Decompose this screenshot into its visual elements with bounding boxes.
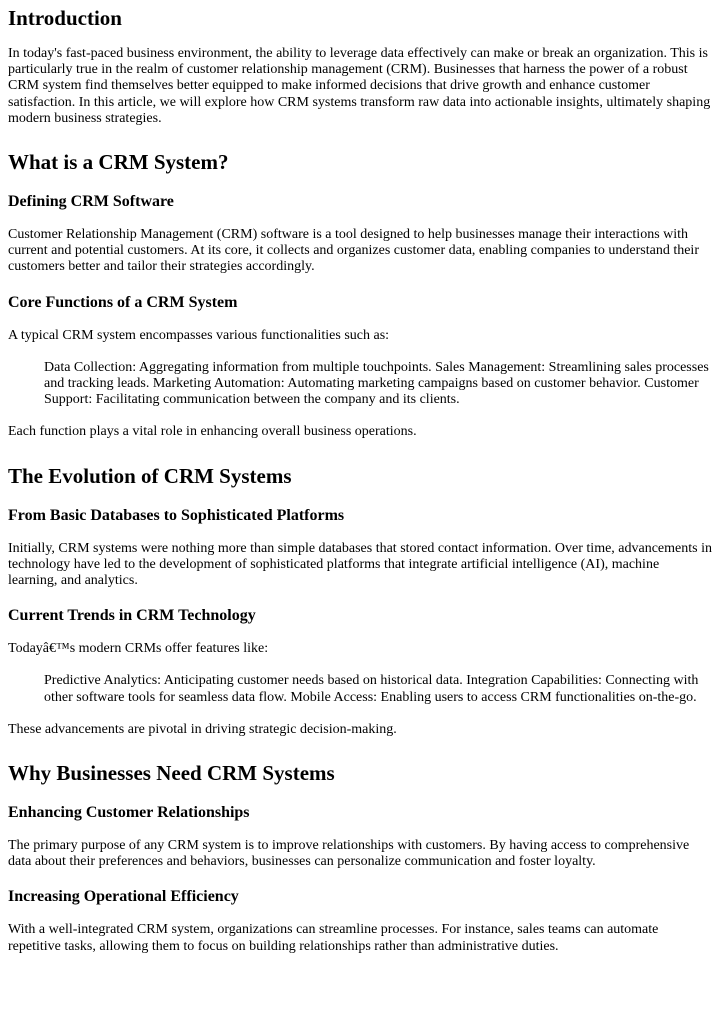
paragraph-basic-databases: Initially, CRM systems were nothing more than simple databases that stored contact information. Over time, advancements in technology have led to the development of sophisticated platforms that integrate artificial intelligence (AI), machine learning, and analytics. bbox=[8, 540, 712, 589]
paragraph-defining-crm-software: Customer Relationship Management (CRM) software is a tool designed to help businesses manage their interactions with current and potential customers. At its core, it collects and organizes customer data, enabling companies to understand their customers better and tailor their strategies accordingly. bbox=[8, 227, 699, 275]
heading-evolution: The Evolution of CRM Systems bbox=[8, 463, 292, 488]
subheading-defining-crm-software: Defining CRM Software bbox=[8, 193, 174, 211]
article bbox=[0, 6, 720, 955]
heading-what-is-crm: What is a CRM System? bbox=[8, 150, 229, 175]
paragraph-core-functions-outro: Each function plays a vital role in enhancing overall business operations. bbox=[8, 424, 417, 440]
subheading-customer-relationships: Enhancing Customer Relationships bbox=[8, 804, 250, 822]
paragraph-operational-efficiency: With a well-integrated CRM system, organizations can streamline processes. For instance, sales teams can automate repetitive tasks, allowing them to focus on building relationships rather than administrative duties. bbox=[8, 922, 659, 954]
subheading-current-trends: Current Trends in CRM Technology bbox=[8, 607, 256, 625]
paragraph-core-functions-intro: A typical CRM system encompasses various functionalities such as: bbox=[8, 327, 390, 343]
heading-introduction: Introduction bbox=[8, 6, 122, 30]
subheading-operational-efficiency: Increasing Operational Efficiency bbox=[8, 888, 239, 906]
subheading-basic-databases: From Basic Databases to Sophisticated Platforms bbox=[8, 506, 345, 524]
subheading-core-functions: Core Functions of a CRM System bbox=[8, 293, 238, 311]
paragraph-introduction: In today's fast-paced business environment, the ability to leverage data effectively can make or break an organization. This is particularly true in the realm of customer relationship management (CRM). Businesses that harness the power of a robust CRM system find themselves better equipped to make informed decisions that drive growth and enhance customer satisfaction. In this article, we will explore how CRM systems transform raw data into actionable insights, ultimately shaping modern business strategies. bbox=[8, 46, 711, 126]
heading-why-need-crm: Why Businesses Need CRM Systems bbox=[8, 761, 335, 786]
current-trends-list: Predictive Analytics: Anticipating customer needs based on historical data. Integration Capabilities: Connecting with other software tools for seamless data flow. Mobile Access: Enabling users to access CRM functionalities on-the-go. bbox=[44, 673, 699, 705]
paragraph-current-trends-intro: Todayâ€™s modern CRMs offer features like: bbox=[8, 641, 269, 657]
paragraph-customer-relationships: The primary purpose of any CRM system is to improve relationships with customers. By having access to comprehensive data about their preferences and behaviors, businesses can personalize communication and foster loyalty. bbox=[8, 838, 690, 870]
paragraph-current-trends-outro: These advancements are pivotal in driving strategic decision-making. bbox=[8, 721, 397, 737]
core-functions-list: Data Collection: Aggregating information from multiple touchpoints. Sales Management: Streamlining sales processes and tracking leads. Marketing Automation: Automating marketing campaigns based on customer behavior. Customer Support: Facilitating communication between the company and its clients. bbox=[44, 359, 709, 408]
